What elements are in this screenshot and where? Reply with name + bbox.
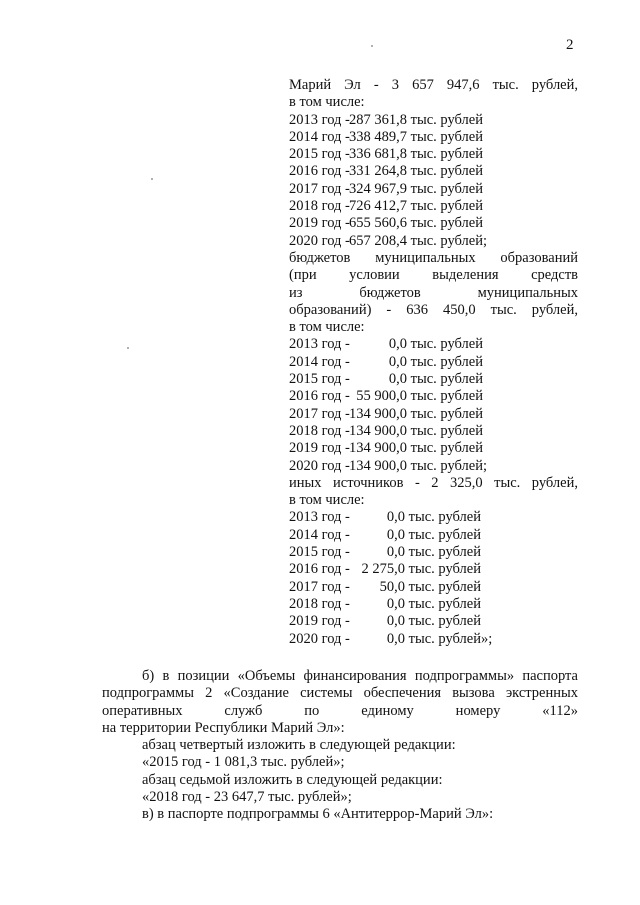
year-row: 2019 год - 134 900,0 тыс. рублей: [289, 440, 483, 457]
year-row: 2020 год - 657 208,4 тыс. рублей;: [289, 232, 487, 249]
year-row: 2017 год - 134 900,0 тыс. рублей: [289, 405, 483, 422]
year-row: 2015 год - 336 681,8 тыс. рублей: [289, 146, 483, 163]
year-row: 2015 год - 0,0 тыс. рублей: [289, 544, 481, 561]
paragraph-7-value: «2018 год - 23 647,7 тыс. рублей»;: [142, 789, 352, 806]
year-row: 2016 год - 331 264,8 тыс. рублей: [289, 163, 483, 180]
year-row: 2017 год - 324 967,9 тыс. рублей: [289, 180, 483, 197]
republic-years: [289, 112, 578, 250]
budget-block: [289, 77, 578, 648]
in-that-number-line: в том числе:: [289, 492, 365, 509]
in-that-number-line: в том числе:: [289, 319, 365, 336]
republic-total-line: Марий Эл - 3 657 947,6 тыс. рублей,: [289, 77, 578, 93]
year-row: 2018 год - 0,0 тыс. рублей: [289, 595, 481, 612]
other-years: [289, 509, 578, 647]
paragraph-7-heading: абзац седьмой изложить в следующей редакции:: [142, 771, 443, 788]
paragraph-b-line: б) в позиции «Объемы финансирования подпрограммы» паспорта: [142, 668, 578, 684]
body-text: [102, 668, 578, 824]
year-row: 2020 год - 0,0 тыс. рублей»;: [289, 630, 493, 647]
year-row: 2018 год - 726 412,7 тыс. рублей: [289, 198, 483, 215]
year-row: 2019 год - 655 560,6 тыс. рублей: [289, 215, 483, 232]
municipal-years: [289, 336, 578, 474]
year-row: 2018 год - 134 900,0 тыс. рублей: [289, 422, 483, 439]
year-row: 2013 год - 287 361,8 тыс. рублей: [289, 111, 483, 128]
year-row: 2013 год - 0,0 тыс. рублей: [289, 336, 483, 353]
year-row: 2017 год - 50,0 тыс. рублей: [289, 578, 481, 595]
year-row: 2015 год - 0,0 тыс. рублей: [289, 371, 483, 388]
municipal-line-3: из бюджетов муниципальных: [289, 284, 578, 301]
year-row: 2020 год - 134 900,0 тыс. рублей;: [289, 457, 487, 474]
in-that-number-line: в том числе:: [289, 94, 365, 111]
page-number: 2: [566, 37, 574, 53]
year-row: 2014 год - 0,0 тыс. рублей: [289, 526, 481, 543]
paragraph-c: в) в паспорте подпрограммы 6 «Антитеррор-Марий Эл»:: [142, 806, 494, 823]
municipal-line-2: (при условии выделения средств: [289, 267, 578, 284]
paragraph-b-line: оперативных служб по единому номеру «112»: [102, 702, 578, 719]
scan-speck: [371, 45, 373, 47]
scan-speck: [151, 178, 153, 180]
municipal-total-line: образований) - 636 450,0 тыс. рублей,: [289, 301, 578, 318]
other-sources-line: иных источников - 2 325,0 тыс. рублей,: [289, 474, 578, 491]
year-row: 2016 год - 55 900,0 тыс. рублей: [289, 388, 483, 405]
paragraph-4-value: «2015 год - 1 081,3 тыс. рублей»;: [142, 754, 345, 771]
paragraph-4-heading: абзац четвертый изложить в следующей редакции:: [142, 737, 456, 754]
municipal-line-1: бюджетов муниципальных образований: [289, 249, 578, 266]
year-row: 2019 год - 0,0 тыс. рублей: [289, 613, 481, 630]
paragraph-b-line: подпрограммы 2 «Создание системы обеспечения вызова экстренных: [102, 685, 578, 702]
scan-speck: [127, 347, 129, 349]
paragraph-b-line: на территории Республики Марий Эл»:: [102, 719, 345, 736]
year-row: 2014 год - 338 489,7 тыс. рублей: [289, 128, 483, 145]
year-row: 2016 год - 2 275,0 тыс. рублей: [289, 561, 481, 578]
year-row: 2014 год - 0,0 тыс. рублей: [289, 353, 483, 370]
year-row: 2013 год - 0,0 тыс. рублей: [289, 509, 481, 526]
